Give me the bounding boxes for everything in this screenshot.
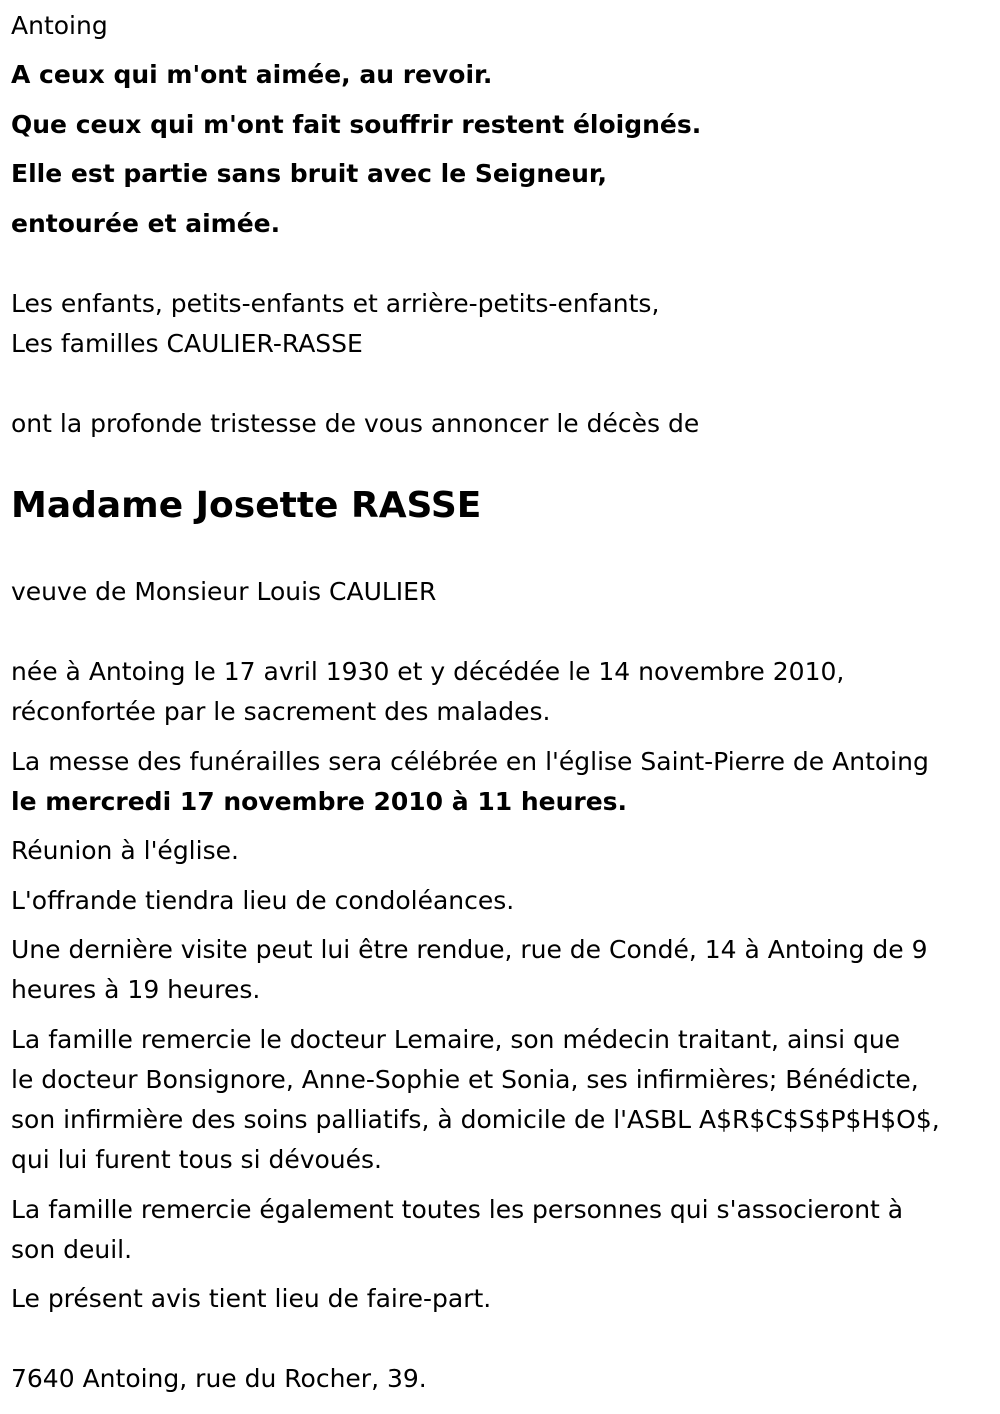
thanks-all-line: La famille remercie également toutes les personnes qui s'associeront à	[11, 1195, 904, 1224]
visit-line: Une dernière visite peut lui être rendue, rue de Condé, 14 à Antoing de 9	[11, 935, 928, 964]
birth-death-line: née à Antoing le 17 avril 1930 et y décédée le 14 novembre 2010,	[11, 657, 845, 686]
location-heading: Antoing	[11, 11, 108, 40]
poem-line: Que ceux qui m'ont fait souffrir restent éloignés.	[11, 110, 702, 139]
thanks-doctors	[11, 1020, 940, 1180]
address: 7640 Antoing, rue du Rocher, 39.	[11, 1364, 427, 1393]
poem	[11, 55, 701, 244]
reunion: Réunion à l'église.	[11, 836, 239, 865]
poem-line: A ceux qui m'ont aimée, au revoir.	[11, 60, 493, 89]
family-line: Les familles CAULIER-RASSE	[11, 329, 363, 358]
visit-info	[11, 930, 928, 1010]
thanks-all-line: son deuil.	[11, 1235, 133, 1264]
offering: L'offrande tiendra lieu de condoléances.	[11, 886, 515, 915]
notice: Le présent avis tient lieu de faire-part.	[11, 1284, 492, 1313]
birth-death-line: réconfortée par le sacrement des malades.	[11, 697, 551, 726]
family-list	[11, 284, 659, 364]
thanks-doctors-line: le docteur Bonsignore, Anne-Sophie et Sonia, ses infirmières; Bénédicte,	[11, 1065, 919, 1094]
birth-death	[11, 652, 844, 732]
announcement: ont la profonde tristesse de vous annoncer le décès de	[11, 409, 700, 438]
widow-of: veuve de Monsieur Louis CAULIER	[11, 577, 437, 606]
mass-date: le mercredi 17 novembre 2010 à 11 heures.	[11, 787, 628, 816]
thanks-doctors-line: son infirmière des soins palliatifs, à domicile de l'ASBL A$R$C$S$P$H$O$,	[11, 1105, 940, 1134]
thanks-all	[11, 1190, 903, 1270]
poem-line: entourée et aimée.	[11, 209, 281, 238]
thanks-doctors-line: La famille remercie le docteur Lemaire, son médecin traitant, ainsi que	[11, 1025, 901, 1054]
visit-line: heures à 19 heures.	[11, 975, 261, 1004]
mass-line: La messe des funérailles sera célébrée en l'église Saint-Pierre de Antoing	[11, 747, 929, 776]
family-line: Les enfants, petits-enfants et arrière-petits-enfants,	[11, 289, 660, 318]
thanks-doctors-line: qui lui furent tous si dévoués.	[11, 1145, 383, 1174]
mass-info	[11, 742, 929, 822]
deceased-name: Madame Josette RASSE	[11, 485, 482, 526]
poem-line: Elle est partie sans bruit avec le Seigneur,	[11, 159, 608, 188]
